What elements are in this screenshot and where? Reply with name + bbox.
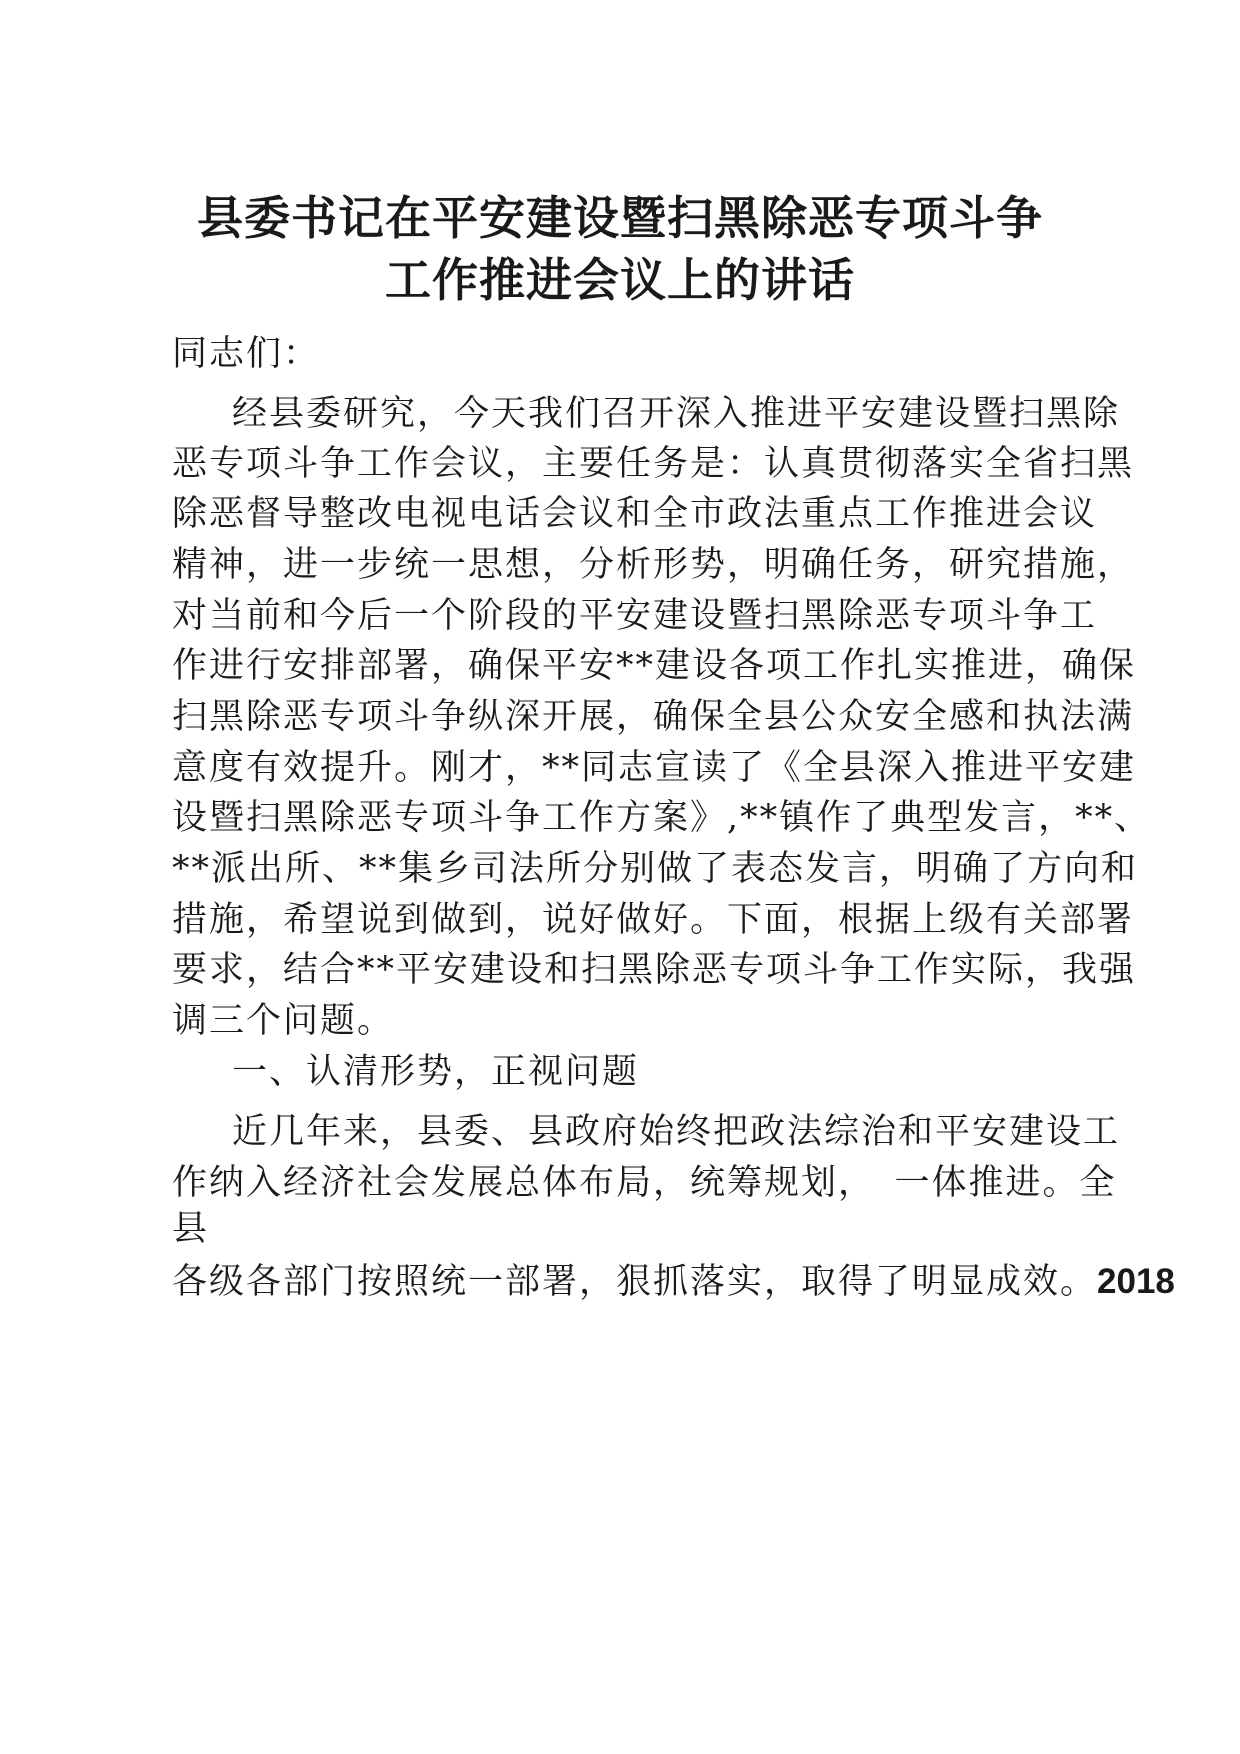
paragraph-line: 精神，进一步统一思想，分析形势，明确任务，研究措施， [172,545,1135,585]
paragraph-line: 作进行安排部署，确保平安**建设各项工作扎实推进，确保 [172,646,1137,686]
paragraph-line: 意度有效提升。刚才，**同志宣读了《全县深入推进平安建 [172,748,1137,788]
paragraph-line: 扫黑除恶专项斗争纵深开展，确保全县公众安全感和执法满 [172,697,1135,737]
paragraph-line: 措施，希望说到做到，说好做好。下面，根据上级有关部署 [172,900,1135,940]
paragraph-line: 作纳入经济社会发展总体布局，统筹规划， 一体推进。全 [172,1163,1117,1203]
paragraph-line-text: 各级各部门按照统一部署，狠抓落实，取得了明显成效。 [172,1262,1098,1302]
paragraph-line: 恶专项斗争工作会议，主要任务是：认真贯彻落实全省扫黑 [172,444,1135,484]
paragraph-line: 要求，结合**平安建设和扫黑除恶专项斗争工作实际，我强 [172,950,1137,990]
paragraph-line: 除恶督导整改电视电话会议和全市政法重点工作推进会议 [172,494,1098,534]
paragraph-line [172,1262,1175,1302]
document-title-line-1: 县委书记在平安建设暨扫黑除恶专项斗争 [197,191,1043,245]
paragraph-line: 设暨扫黑除恶专项斗争工作方案》,**镇作了典型发言，**、 [172,798,1152,838]
year-number: 2018 [1097,1262,1175,1301]
salutation: 同志们： [172,334,321,374]
paragraph-line: 经县委研究，今天我们召开深入推进平安建设暨扫黑除 [232,394,1121,434]
paragraph-line: 县 [172,1209,210,1249]
section-heading: 一、认清形势，正视问题 [232,1052,640,1092]
document-title-line-2: 工作推进会议上的讲话 [385,253,855,307]
paragraph-line: 近几年来，县委、县政府始终把政法综治和平安建设工 [232,1112,1121,1152]
paragraph-line: 对当前和今后一个阶段的平安建设暨扫黑除恶专项斗争工 [172,596,1098,636]
paragraph-line: **派出所、**集乡司法所分别做了表态发言，明确了方向和 [172,849,1139,889]
paragraph-line: 调三个问题。 [172,1001,395,1041]
